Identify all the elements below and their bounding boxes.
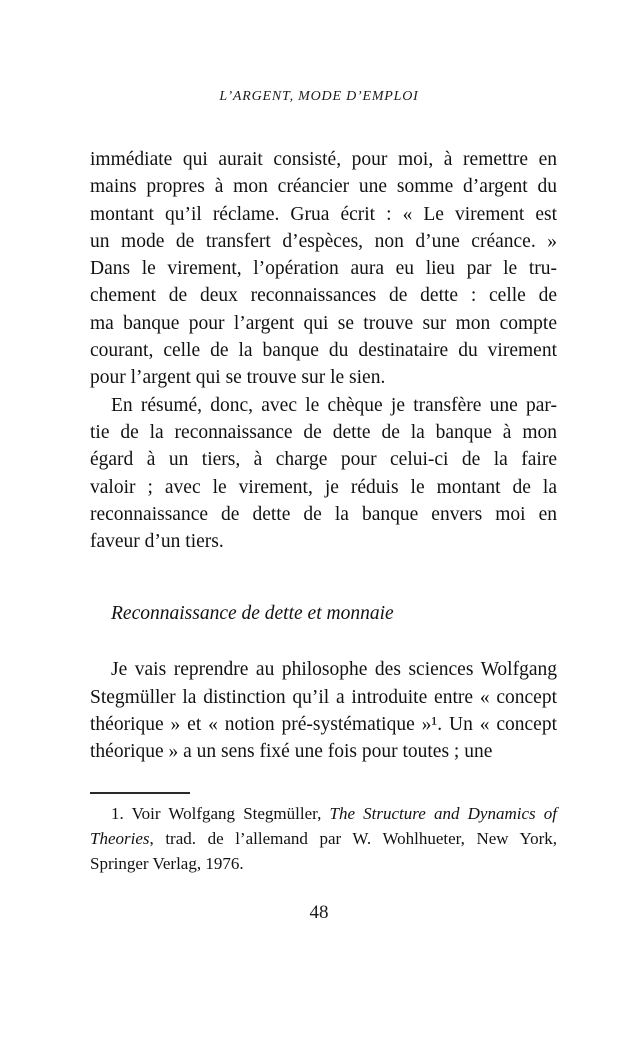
- text-segment: un mode de transfert d’espèces, non d’une créance. »: [90, 230, 557, 252]
- text-line: [90, 282, 557, 309]
- text-segment: Stegmüller la distinction qu’il a introduite entre « concept: [90, 686, 557, 708]
- text-segment: chement de deux reconnaissances de dette : celle de: [90, 285, 557, 307]
- text-line: [90, 501, 557, 528]
- text-line: [90, 255, 557, 282]
- text-column: [90, 146, 557, 766]
- text-line: [90, 364, 557, 391]
- text-segment: mains propres à mon créancier une somme d’argent du: [90, 176, 557, 198]
- text-segment: valoir ; avec le virement, je réduis le montant de la: [90, 476, 557, 498]
- text-segment: théorique » et « notion pré-systématique »¹. Un « concept: [90, 714, 557, 736]
- footnote-rule: [90, 792, 190, 794]
- text-segment: tie de la reconnaissance de dette de la banque à mon: [90, 421, 557, 443]
- paragraph: [90, 392, 557, 556]
- text-line: [90, 310, 557, 337]
- text-line: [90, 392, 557, 419]
- text-line: [90, 201, 557, 228]
- text-segment: pour l’argent qui se trouve sur le sien.: [90, 367, 386, 389]
- text-line: [90, 528, 557, 555]
- text-segment: Dans le virement, l’opération aura eu lieu par le tru-: [90, 258, 557, 280]
- text-line: [90, 656, 557, 683]
- text-line: [90, 474, 557, 501]
- text-line: [90, 419, 557, 446]
- text-line: [90, 851, 557, 876]
- text-line: [90, 826, 557, 851]
- text-segment: montant qu’il réclame. Grua écrit : « Le virement est: [90, 203, 557, 225]
- text-segment: 1. Voir Wolfgang Stegmüller,: [111, 804, 330, 823]
- text-segment: égard à un tiers, à charge pour celui-ci de la faire: [90, 449, 557, 471]
- text-segment: théorique » a un sens fixé une fois pour toutes ; une: [90, 741, 493, 763]
- text-line: [90, 711, 557, 738]
- italic-text-segment: Theories: [90, 829, 150, 848]
- text-segment: faveur d’un tiers.: [90, 531, 224, 553]
- footnote: [90, 801, 557, 876]
- text-line: [90, 801, 557, 826]
- text-line: [90, 446, 557, 473]
- text-segment: Springer Verlag, 1976.: [90, 854, 244, 873]
- paragraph: [90, 656, 557, 765]
- page-number: 48: [309, 902, 329, 923]
- text-line: [90, 337, 557, 364]
- running-header: L’ARGENT, MODE D’EMPLOI: [219, 89, 419, 104]
- text-segment: , trad. de l’allemand par W. Wohlhueter, New York,: [149, 829, 557, 848]
- text-line: [90, 146, 557, 173]
- text-line: [90, 684, 557, 711]
- italic-text-segment: The Structure and Dynamics of: [329, 804, 557, 823]
- text-segment: Je vais reprendre au philosophe des sciences Wolfgang: [111, 659, 557, 681]
- text-segment: reconnaissance de dette de la banque envers moi en: [90, 503, 557, 525]
- text-segment: immédiate qui aurait consisté, pour moi, à remettre en: [90, 149, 557, 170]
- text-segment: courant, celle de la banque du destinataire du virement: [90, 340, 557, 362]
- text-segment: ma banque pour l’argent qui se trouve sur mon compte: [90, 312, 557, 334]
- text-line: [90, 228, 557, 255]
- text-segment: En résumé, donc, avec le chèque je transfère une par-: [111, 394, 557, 416]
- text-line: [90, 173, 557, 200]
- paragraph: [90, 146, 557, 392]
- text-line: [90, 738, 557, 765]
- section-heading: Reconnaissance de dette et monnaie: [111, 603, 394, 625]
